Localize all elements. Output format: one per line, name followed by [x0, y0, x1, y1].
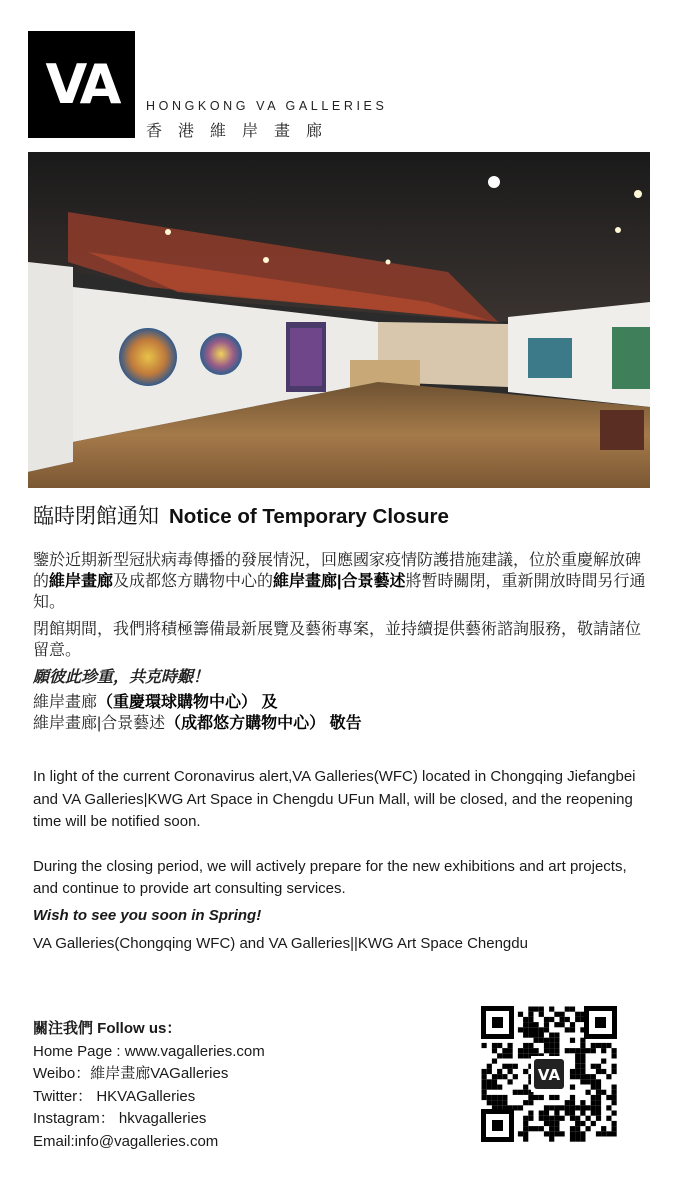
- gallery-photo: [28, 152, 650, 488]
- qr-module: [612, 1064, 617, 1069]
- follow-heading-en: Follow us：: [93, 1020, 182, 1037]
- qr-module: [523, 1043, 528, 1048]
- qr-module: [528, 1100, 533, 1105]
- qr-module: [554, 1022, 559, 1027]
- weibo-label: Weibo：: [33, 1065, 91, 1082]
- qr-module: [560, 1022, 565, 1027]
- qr-module: [539, 1007, 544, 1012]
- notice-title-zh: 臨時閉館通知: [33, 505, 159, 528]
- qr-module: [502, 1100, 507, 1105]
- zh-gallery-name-2: 維岸畫廊|合景藝述: [273, 573, 406, 590]
- qr-module: [570, 1027, 575, 1032]
- qr-module: [544, 1116, 549, 1121]
- qr-module: [554, 1095, 559, 1100]
- qr-module: [596, 1105, 601, 1110]
- qr-module: [518, 1012, 523, 1017]
- qr-module: [518, 1131, 523, 1136]
- qr-module: [544, 1017, 549, 1022]
- qr-module: [534, 1022, 539, 1027]
- qr-module: [580, 1100, 585, 1105]
- logo-text: VA: [45, 53, 118, 116]
- qr-module: [554, 1121, 559, 1126]
- qr-module: [596, 1131, 601, 1136]
- weibo-line[interactable]: [33, 1063, 265, 1086]
- qr-module: [528, 1043, 533, 1048]
- qr-module: [549, 1131, 554, 1136]
- zh-signature-1: [33, 692, 648, 713]
- qr-module: [575, 1131, 580, 1136]
- qr-module: [549, 1033, 554, 1038]
- qr-module: [570, 1022, 575, 1027]
- qr-module: [596, 1069, 601, 1074]
- qr-module: [487, 1095, 492, 1100]
- qr-module: [528, 1033, 533, 1038]
- qr-module: [580, 1048, 585, 1053]
- qr-module: [492, 1095, 497, 1100]
- qr-module: [549, 1121, 554, 1126]
- qr-module: [565, 1007, 570, 1012]
- qr-code: [481, 1006, 617, 1142]
- qr-module: [596, 1064, 601, 1069]
- qr-module: [502, 1048, 507, 1053]
- qr-module: [508, 1064, 513, 1069]
- follow-us: [33, 1018, 265, 1153]
- en-wish: Wish to see you soon in Spring!: [33, 906, 262, 924]
- qr-module: [596, 1100, 601, 1105]
- qr-module: [596, 1090, 601, 1095]
- qr-module: [523, 1131, 528, 1136]
- qr-module: [492, 1043, 497, 1048]
- twitter-line[interactable]: Twitter： HKVAGalleries: [33, 1087, 196, 1105]
- qr-module: [570, 1111, 575, 1116]
- qr-module: [601, 1043, 606, 1048]
- qr-module: [596, 1111, 601, 1116]
- qr-module: [612, 1100, 617, 1105]
- qr-module: [549, 1043, 554, 1048]
- qr-module: [560, 1105, 565, 1110]
- qr-module: [554, 1043, 559, 1048]
- qr-module: [539, 1116, 544, 1121]
- qr-module: [544, 1027, 549, 1032]
- qr-module: [523, 1100, 528, 1105]
- qr-module: [612, 1126, 617, 1131]
- qr-module: [586, 1126, 591, 1131]
- qr-module: [508, 1069, 513, 1074]
- zh-paragraph-1: [33, 550, 648, 613]
- qr-module: [560, 1017, 565, 1022]
- qr-module: [502, 1074, 507, 1079]
- qr-module: [539, 1038, 544, 1043]
- qr-module: [565, 1017, 570, 1022]
- qr-module: [560, 1131, 565, 1136]
- qr-module: [554, 1033, 559, 1038]
- qr-module: [612, 1069, 617, 1074]
- qr-module: [565, 1100, 570, 1105]
- qr-module: [570, 1048, 575, 1053]
- qr-module: [523, 1022, 528, 1027]
- qr-module: [523, 1085, 528, 1090]
- qr-module: [591, 1111, 596, 1116]
- qr-module: [575, 1012, 580, 1017]
- qr-module: [575, 1048, 580, 1053]
- qr-module: [544, 1111, 549, 1116]
- qr-module: [518, 1090, 523, 1095]
- qr-module: [601, 1059, 606, 1064]
- qr-module: [497, 1100, 502, 1105]
- qr-module: [554, 1111, 559, 1116]
- qr-module: [497, 1069, 502, 1074]
- qr-module: [497, 1074, 502, 1079]
- qr-module: [570, 1085, 575, 1090]
- qr-module: [549, 1048, 554, 1053]
- qr-module: [523, 1137, 528, 1142]
- qr-module: [518, 1048, 523, 1053]
- qr-module: [591, 1105, 596, 1110]
- qr-module: [575, 1105, 580, 1110]
- qr-module: [534, 1007, 539, 1012]
- qr-module: [487, 1100, 492, 1105]
- qr-module: [612, 1095, 617, 1100]
- qr-module: [482, 1079, 487, 1084]
- qr-module: [549, 1126, 554, 1131]
- en-signature: VA Galleries(Chongqing WFC) and VA Galleries||KWG Art Space Chengdu: [33, 935, 528, 952]
- qr-module: [575, 1121, 580, 1126]
- brand-name-zh: 香港維岸畫廊: [146, 123, 339, 140]
- qr-center-logo: VA: [537, 1066, 561, 1084]
- qr-module: [539, 1095, 544, 1100]
- qr-module: [554, 1131, 559, 1136]
- qr-module: [575, 1053, 580, 1058]
- qr-module: [544, 1121, 549, 1126]
- qr-module: [539, 1111, 544, 1116]
- qr-module: [528, 1012, 533, 1017]
- notice-title-en: Notice of Temporary Closure: [169, 505, 449, 528]
- notice-title: [33, 500, 449, 530]
- qr-module: [612, 1121, 617, 1126]
- en-paragraph-2: During the closing period, we will actively prepare for the new exhibitions and art projects, and continue to provide art consulting services.: [33, 857, 627, 897]
- qr-module: [544, 1022, 549, 1027]
- qr-module: [544, 1131, 549, 1136]
- qr-module: [591, 1064, 596, 1069]
- qr-module: [523, 1053, 528, 1058]
- qr-module: [554, 1048, 559, 1053]
- qr-module: [591, 1095, 596, 1100]
- zh-p1-text-3: 將暫時關閉，重新開放時間另行通知。: [33, 573, 646, 611]
- qr-module: [596, 1095, 601, 1100]
- qr-module: [575, 1074, 580, 1079]
- qr-module: [606, 1131, 611, 1136]
- qr-module: [497, 1085, 502, 1090]
- qr-module: [497, 1053, 502, 1058]
- qr-module: [528, 1017, 533, 1022]
- qr-module: [549, 1116, 554, 1121]
- qr-module: [492, 1074, 497, 1079]
- qr-module: [554, 1126, 559, 1131]
- qr-module: [612, 1053, 617, 1058]
- qr-module: [482, 1095, 487, 1100]
- qr-module: [580, 1111, 585, 1116]
- qr-module: [528, 1111, 533, 1116]
- qr-module: [539, 1033, 544, 1038]
- qr-module: [523, 1069, 528, 1074]
- qr-module: [570, 1074, 575, 1079]
- qr-module: [591, 1043, 596, 1048]
- qr-module: [487, 1064, 492, 1069]
- qr-module: [549, 1105, 554, 1110]
- qr-module: [528, 1027, 533, 1032]
- qr-module: [606, 1074, 611, 1079]
- zh-sign1-location: （重慶環球購物中心）: [97, 694, 258, 711]
- qr-module: [544, 1043, 549, 1048]
- qr-module: [523, 1033, 528, 1038]
- qr-module: [580, 1059, 585, 1064]
- qr-module: [575, 1126, 580, 1131]
- qr-module: [570, 1116, 575, 1121]
- qr-module: [612, 1048, 617, 1053]
- qr-module: [575, 1137, 580, 1142]
- qr-module: [549, 1007, 554, 1012]
- en-paragraph-1: In light of the current Coronavirus alert,VA Galleries(WFC) located in Chongqing Jiefangbei and VA Galleries|KWG Art Space in Chengdu UFun Mall, will be closed, and the reopening time will be notified soon.: [33, 768, 636, 830]
- qr-module: [549, 1038, 554, 1043]
- qr-module: [591, 1121, 596, 1126]
- qr-module: [601, 1131, 606, 1136]
- qr-module: [570, 1095, 575, 1100]
- qr-module: [596, 1116, 601, 1121]
- qr-module: [565, 1048, 570, 1053]
- qr-module: [528, 1048, 533, 1053]
- zh-paragraph-2: 閉館期間，我們將積極籌備最新展覽及藝術專案，並持續提供藝術諮詢服務，敬請諸位留意。: [33, 621, 642, 659]
- qr-module: [502, 1064, 507, 1069]
- zh-sign2-closing: 敬告: [325, 715, 362, 732]
- qr-module: [591, 1100, 596, 1105]
- weibo-name-en: VAGalleries: [150, 1065, 229, 1082]
- qr-module: [518, 1027, 523, 1032]
- qr-module: [508, 1048, 513, 1053]
- qr-module: [606, 1095, 611, 1100]
- qr-module: [487, 1085, 492, 1090]
- qr-module: [502, 1053, 507, 1058]
- qr-module: [580, 1079, 585, 1084]
- zh-sign1-name: 維岸畫廊: [33, 694, 98, 711]
- qr-module: [586, 1090, 591, 1095]
- notice-en: [33, 766, 648, 960]
- qr-module: [612, 1111, 617, 1116]
- qr-module: [544, 1048, 549, 1053]
- zh-gallery-name: 維岸畫廊: [49, 573, 114, 590]
- qr-module: [601, 1069, 606, 1074]
- qr-module: [528, 1126, 533, 1131]
- qr-module: [523, 1017, 528, 1022]
- qr-module: [601, 1090, 606, 1095]
- qr-module: [575, 1116, 580, 1121]
- qr-module: [492, 1079, 497, 1084]
- qr-module: [591, 1048, 596, 1053]
- qr-module: [580, 1043, 585, 1048]
- qr-module: [544, 1105, 549, 1110]
- qr-module: [596, 1085, 601, 1090]
- qr-module: [492, 1100, 497, 1105]
- qr-module: [596, 1079, 601, 1084]
- qr-module: [523, 1027, 528, 1032]
- qr-module: [502, 1095, 507, 1100]
- qr-module: [528, 1007, 533, 1012]
- zh-p1-text: 鑒於近期新型冠狀病毒傳播的發展情況，回應國家疫情防護措施建議，位於重慶解放碑的: [33, 552, 642, 590]
- qr-module: [586, 1105, 591, 1110]
- qr-module: [554, 1012, 559, 1017]
- qr-module: [580, 1121, 585, 1126]
- zh-signature-2: [33, 713, 648, 734]
- qr-module: [580, 1131, 585, 1136]
- qr-module: [497, 1095, 502, 1100]
- qr-module: [523, 1121, 528, 1126]
- qr-module: [570, 1137, 575, 1142]
- qr-module: [570, 1100, 575, 1105]
- qr-module: [575, 1059, 580, 1064]
- qr-module: [482, 1074, 487, 1079]
- qr-module: [497, 1043, 502, 1048]
- qr-module: [528, 1095, 533, 1100]
- qr-module: [612, 1090, 617, 1095]
- follow-heading: [33, 1018, 265, 1041]
- brand-logo: [28, 31, 135, 138]
- qr-module: [513, 1064, 518, 1069]
- qr-module: [523, 1116, 528, 1121]
- qr-module: [508, 1043, 513, 1048]
- qr-module: [612, 1131, 617, 1136]
- qr-module: [544, 1038, 549, 1043]
- qr-module: [487, 1079, 492, 1084]
- qr-module: [586, 1079, 591, 1084]
- qr-module: [586, 1074, 591, 1079]
- qr-module: [554, 1116, 559, 1121]
- qr-module: [528, 1022, 533, 1027]
- qr-module: [580, 1064, 585, 1069]
- qr-module: [508, 1053, 513, 1058]
- qr-module: [591, 1079, 596, 1084]
- qr-module: [534, 1048, 539, 1053]
- qr-module: [606, 1116, 611, 1121]
- qr-module: [513, 1090, 518, 1095]
- follow-heading-zh: 關注我們: [33, 1020, 94, 1037]
- qr-module: [570, 1069, 575, 1074]
- qr-module: [580, 1053, 585, 1058]
- qr-module: [534, 1126, 539, 1131]
- qr-module: [534, 1095, 539, 1100]
- qr-module: [492, 1059, 497, 1064]
- qr-module: [523, 1126, 528, 1131]
- qr-module: [565, 1027, 570, 1032]
- qr-module: [591, 1085, 596, 1090]
- qr-module: [560, 1012, 565, 1017]
- qr-module: [528, 1116, 533, 1121]
- qr-module: [575, 1017, 580, 1022]
- qr-module: [549, 1017, 554, 1022]
- qr-module: [570, 1131, 575, 1136]
- qr-module: [534, 1027, 539, 1032]
- brand-name-en: HONGKONG VA GALLERIES: [146, 99, 388, 113]
- zh-sign2-location: （成都悠方購物中心）: [165, 715, 326, 732]
- homepage-link[interactable]: Home Page : www.vagalleries.com: [33, 1042, 265, 1060]
- notice-zh: [33, 550, 648, 734]
- qr-module: [601, 1126, 606, 1131]
- qr-module: [549, 1095, 554, 1100]
- qr-module: [492, 1085, 497, 1090]
- qr-module: [565, 1105, 570, 1110]
- qr-module: [580, 1069, 585, 1074]
- qr-module: [487, 1069, 492, 1074]
- qr-module: [518, 1053, 523, 1058]
- qr-module: [539, 1012, 544, 1017]
- qr-module: [482, 1069, 487, 1074]
- qr-module: [549, 1137, 554, 1142]
- zh-sign1-and: 及: [257, 694, 278, 711]
- qr-module: [508, 1079, 513, 1084]
- qr-module: [601, 1048, 606, 1053]
- qr-module: [539, 1126, 544, 1131]
- qr-module: [482, 1043, 487, 1048]
- qr-module: [612, 1085, 617, 1090]
- qr-module: [570, 1038, 575, 1043]
- qr-module: [560, 1116, 565, 1121]
- qr-module: [596, 1043, 601, 1048]
- qr-module: [539, 1027, 544, 1032]
- qr-module: [575, 1064, 580, 1069]
- qr-module: [534, 1033, 539, 1038]
- qr-module: [492, 1048, 497, 1053]
- qr-module: [513, 1074, 518, 1079]
- zh-wish: 願彼此珍重，共克時艱！: [33, 669, 210, 686]
- weibo-name-zh: 維岸畫廊: [90, 1065, 151, 1082]
- qr-module: [482, 1090, 487, 1095]
- qr-module: [586, 1116, 591, 1121]
- qr-module: [518, 1105, 523, 1110]
- qr-module: [591, 1074, 596, 1079]
- qr-module: [523, 1090, 528, 1095]
- qr-module: [554, 1038, 559, 1043]
- zh-p1-text-2: 及成都悠方購物中心的: [113, 573, 274, 590]
- email-line[interactable]: Email:info@vagalleries.com: [33, 1132, 219, 1150]
- qr-module: [523, 1048, 528, 1053]
- qr-module: [534, 1038, 539, 1043]
- qr-module: [482, 1085, 487, 1090]
- qr-module: [580, 1137, 585, 1142]
- qr-module: [565, 1111, 570, 1116]
- qr-module: [586, 1048, 591, 1053]
- qr-module: [570, 1105, 575, 1110]
- qr-module: [580, 1105, 585, 1110]
- zh-sign2-name: 維岸畫廊|合景藝述: [33, 715, 166, 732]
- qr-module: [570, 1007, 575, 1012]
- instagram-line[interactable]: Instagram： hkvagalleries: [33, 1110, 207, 1127]
- qr-module: [606, 1105, 611, 1110]
- qr-module: [554, 1105, 559, 1110]
- qr-module: [575, 1069, 580, 1074]
- qr-module: [580, 1074, 585, 1079]
- qr-module: [570, 1126, 575, 1131]
- qr-module: [606, 1043, 611, 1048]
